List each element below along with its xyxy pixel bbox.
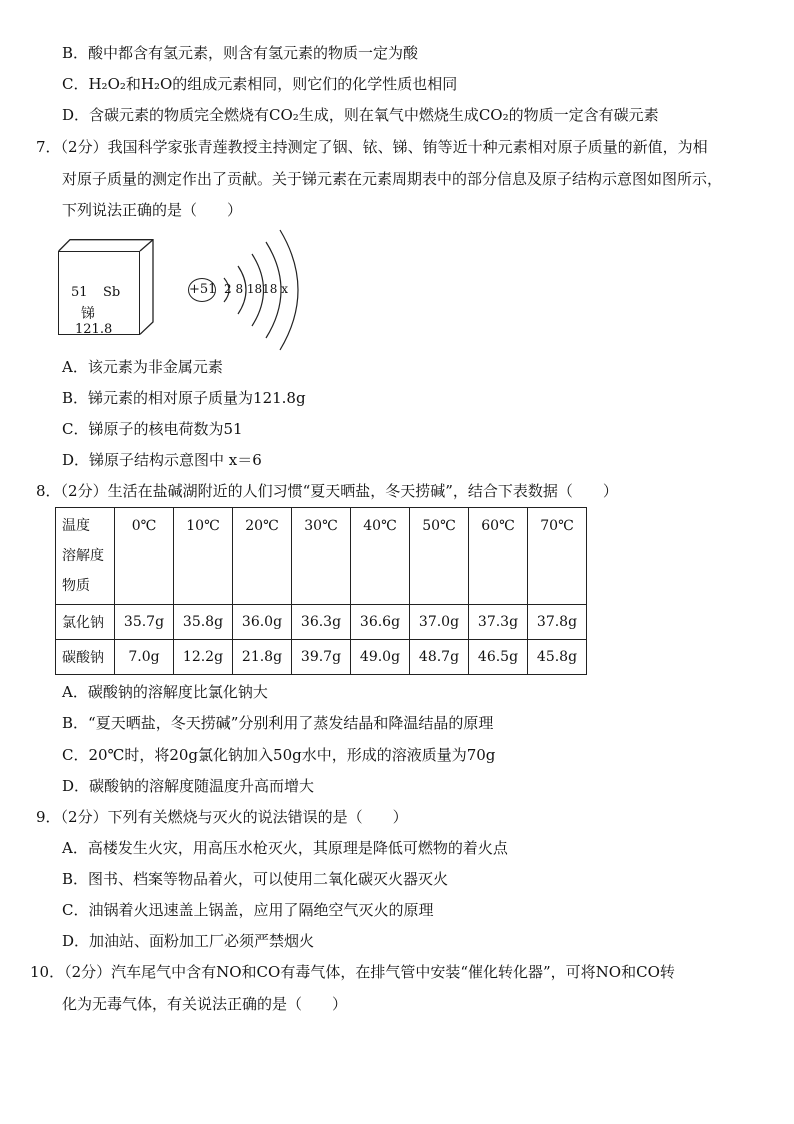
table-cell: 35.7g bbox=[115, 605, 174, 640]
q7-option-c: C．锑原子的核电荷数为51 bbox=[62, 420, 243, 438]
atomic-mass: 121.8 bbox=[75, 322, 113, 337]
corner-label-substance: 物质 bbox=[62, 578, 90, 594]
element-symbol: Sb bbox=[103, 285, 121, 300]
table-cell: 45.8g bbox=[528, 640, 587, 675]
table-cell: 36.3g bbox=[292, 605, 351, 640]
atomic-structure-diagram bbox=[180, 226, 320, 356]
electron-counts: 2 8 1818 x bbox=[224, 282, 289, 296]
atomic-number: 51 bbox=[71, 285, 88, 300]
q7-stem-line2: 对原子质量的测定作出了贡献。关于锑元素在元素周期表中的部分信息及原子结构示意图如图所示， bbox=[62, 170, 723, 188]
table-row bbox=[56, 605, 587, 640]
q6-option-d: D．含碳元素的物质完全燃烧有CO₂生成，则在氧气中燃烧生成CO₂的物质一定含有碳元素 bbox=[62, 106, 659, 124]
q8-option-b: B．“夏天晒盐，冬天捞碱”分别利用了蒸发结晶和降温结晶的原理 bbox=[62, 714, 494, 732]
nucleus: +51 bbox=[188, 278, 216, 302]
table-cell: 37.8g bbox=[528, 605, 587, 640]
q8-stem: 8．（2分）生活在盐碱湖附近的人们习惯“夏天晒盐，冬天捞碱”，结合下表数据（ ） bbox=[36, 482, 618, 500]
table-cell: 7.0g bbox=[115, 640, 174, 675]
temp-header: 10℃ bbox=[174, 508, 233, 605]
q8-option-c: C．20℃时，将20g氯化钠加入50g水中，形成的溶液质量为70g bbox=[62, 746, 496, 764]
q7-option-d: D．锑原子结构示意图中 x＝6 bbox=[62, 451, 262, 469]
element-name: 锑 bbox=[81, 306, 95, 322]
table-cell: 46.5g bbox=[469, 640, 528, 675]
corner-label-temp: 温度 bbox=[62, 518, 90, 534]
q7-option-a: A．该元素为非金属元素 bbox=[62, 358, 223, 376]
temp-header: 50℃ bbox=[410, 508, 469, 605]
temp-header: 20℃ bbox=[233, 508, 292, 605]
q6-option-c: C．H₂O₂和H₂O的组成元素相同，则它们的化学性质也相同 bbox=[62, 75, 458, 93]
q7-stem-line3: 下列说法正确的是（ ） bbox=[62, 201, 243, 219]
table-cell: 39.7g bbox=[292, 640, 351, 675]
temp-header: 70℃ bbox=[528, 508, 587, 605]
q9-stem: 9．（2分）下列有关燃烧与灭火的说法错误的是（ ） bbox=[36, 808, 408, 826]
solubility-table bbox=[55, 507, 587, 675]
q6-option-b: B．酸中都含有氢元素，则含有氢元素的物质一定为酸 bbox=[62, 44, 419, 62]
corner-label-solubility: 溶解度 bbox=[62, 548, 104, 564]
element-cell bbox=[58, 251, 140, 335]
table-cell: 36.6g bbox=[351, 605, 410, 640]
table-cell: 48.7g bbox=[410, 640, 469, 675]
table-cell: 35.8g bbox=[174, 605, 233, 640]
temp-header: 0℃ bbox=[115, 508, 174, 605]
table-cell: 12.2g bbox=[174, 640, 233, 675]
substance-name: 氯化钠 bbox=[56, 605, 115, 640]
temp-header: 40℃ bbox=[351, 508, 410, 605]
temp-header: 30℃ bbox=[292, 508, 351, 605]
substance-name: 碳酸钠 bbox=[56, 640, 115, 675]
table-corner-cell bbox=[56, 508, 115, 605]
q10-stem-line2: 化为无毒气体，有关说法正确的是（ ） bbox=[62, 995, 348, 1013]
q7-option-b: B．锑元素的相对原子质量为121.8g bbox=[62, 389, 306, 407]
element-cell-figure bbox=[58, 239, 154, 335]
table-cell: 37.0g bbox=[410, 605, 469, 640]
table-header-row bbox=[56, 508, 587, 605]
q7-stem-line1: 7．（2分）我国科学家张青莲教授主持测定了铟、铱、锑、铕等近十种元素相对原子质量的新值，为相 bbox=[36, 138, 708, 156]
q9-option-c: C．油锅着火迅速盖上锅盖，应用了隔绝空气灭火的原理 bbox=[62, 901, 434, 919]
q9-option-b: B．图书、档案等物品着火，可以使用二氧化碳灭火器灭火 bbox=[62, 870, 449, 888]
temp-header: 60℃ bbox=[469, 508, 528, 605]
table-row bbox=[56, 640, 587, 675]
q8-option-a: A．碳酸钠的溶解度比氯化钠大 bbox=[62, 683, 268, 701]
q9-option-d: D．加油站、面粉加工厂必须严禁烟火 bbox=[62, 932, 315, 950]
q10-stem-line1: 10．（2分）汽车尾气中含有NO和CO有毒气体，在排气管中安装“催化转化器”，可将NO和CO转 bbox=[30, 963, 675, 981]
table-cell: 37.3g bbox=[469, 605, 528, 640]
q8-option-d: D．碳酸钠的溶解度随温度升高而增大 bbox=[62, 777, 315, 795]
table-cell: 36.0g bbox=[233, 605, 292, 640]
table-cell: 21.8g bbox=[233, 640, 292, 675]
q9-option-a: A．高楼发生火灾，用高压水枪灭火，其原理是降低可燃物的着火点 bbox=[62, 839, 508, 857]
table-cell: 49.0g bbox=[351, 640, 410, 675]
